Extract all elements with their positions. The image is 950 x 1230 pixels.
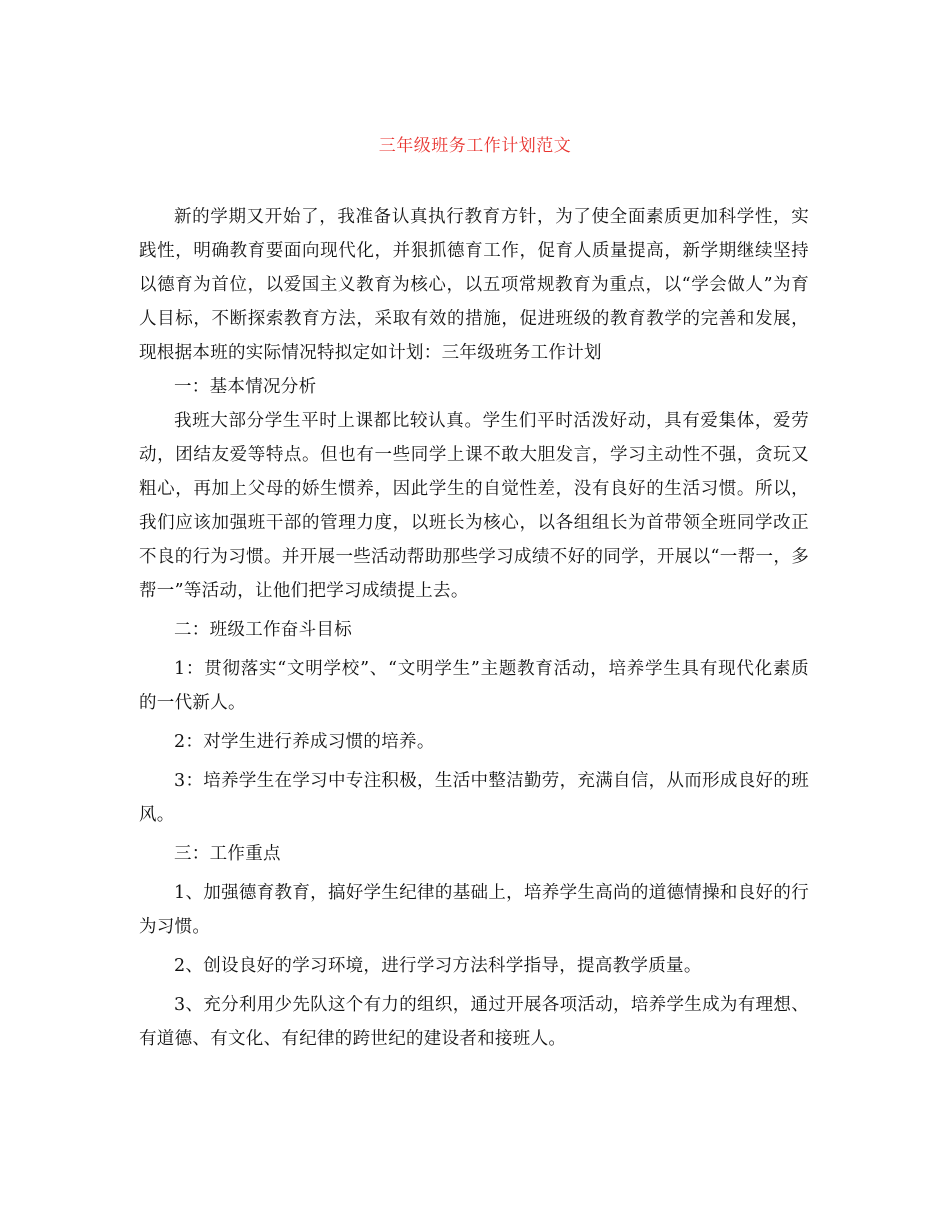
document-body: [139, 200, 809, 1056]
section-heading-situation-analysis: 一：基本情况分析: [174, 377, 317, 397]
focus-item-2: 2、创设良好的学习环境，进行学习方法科学指导，提高教学质量。: [174, 956, 702, 976]
goal-item-2: 2：对学生进行养成习惯的培养。: [174, 732, 435, 752]
focus-item-1: 1、加强德育教育，搞好学生纪律的基础上，培养学生高尚的道德情操和良好的行为习惯。: [139, 883, 809, 937]
section-heading-work-focus: 三：工作重点: [174, 844, 281, 864]
document-title: 三年级班务工作计划范文: [378, 136, 572, 156]
goal-item-3: 3：培养学生在学习中专注积极，生活中整洁勤劳，充满自信，从而形成良好的班风。: [139, 771, 809, 825]
goal-item-1: 1：贯彻落实“文明学校”、“文明学生”主题教育活动，培养学生具有现代化素质的一代新人。: [139, 659, 809, 713]
focus-item-3: 3、充分利用少先队这个有力的组织，通过开展各项活动，培养学生成为有理想、有道德、有文化、有纪律的跨世纪的建设者和接班人。: [139, 995, 809, 1049]
intro-paragraph: 新的学期又开始了，我准备认真执行教育方针，为了使全面素质更加科学性，实践性，明确教育要面向现代化，并狠抓德育工作，促育人质量提高，新学期继续坚持以德育为首位，以爱国主义教育为核心，以五项常规教育为重点，以“学会做人”为育人目标，不断探索教育方法，采取有效的措施，促进班级的教育教学的完善和发展，现根据本班的实际情况特拟定如计划：三年级班务工作计划: [139, 207, 809, 363]
section-heading-class-goals: 二：班级工作奋斗目标: [174, 620, 352, 640]
situation-analysis-paragraph: 我班大部分学生平时上课都比较认真。学生们平时活泼好动，具有爱集体，爱劳动，团结友爱等特点。但也有一些同学上课不敢大胆发言，学习主动性不强，贪玩又粗心，再加上父母的娇生惯养，因此学生的自觉性差，没有良好的生活习惯。所以，我们应该加强班干部的管理力度，以班长为核心，以各组组长为首带领全班同学改正不良的行为习惯。并开展一些活动帮助那些学习成绩不好的同学，开展以“一帮一，多帮一”等活动，让他们把学习成绩提上去。: [139, 411, 809, 601]
